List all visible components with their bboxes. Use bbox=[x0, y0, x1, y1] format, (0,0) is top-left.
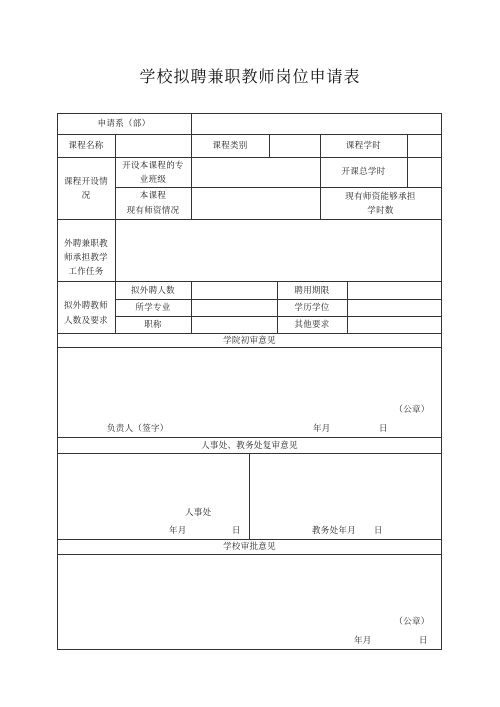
hr-review-field[interactable] bbox=[58, 454, 249, 509]
college-signer: 负责人（签字） bbox=[107, 424, 169, 434]
course-hours-label: 课程学时 bbox=[345, 141, 382, 151]
teaching-task-label-line1: 外聘兼职教 bbox=[63, 239, 108, 249]
teaching-task-label-line3: 工作任务 bbox=[68, 267, 104, 277]
hire-period-label: 聘用期限 bbox=[294, 286, 330, 296]
college-day: 日 bbox=[379, 424, 388, 434]
row-line bbox=[57, 437, 442, 438]
hire-req-label-line1: 拟外聘教师 bbox=[63, 301, 108, 311]
course-status-label-line1: 课程开设情 bbox=[63, 177, 108, 187]
school-seal: （公章） bbox=[394, 617, 430, 627]
classes-label-line1: 开设本课程的专 bbox=[122, 161, 184, 171]
title-label: 职称 bbox=[144, 320, 162, 330]
academic-day: 日 bbox=[374, 526, 383, 536]
staff-capacity-label-line2: 学时数 bbox=[367, 206, 394, 216]
major-label: 所学专业 bbox=[135, 303, 171, 313]
course-type-field[interactable] bbox=[270, 136, 320, 157]
school-review-header: 学校审批意见 bbox=[223, 542, 276, 552]
other-req-field[interactable] bbox=[348, 317, 441, 333]
course-name-label: 课程名称 bbox=[68, 141, 104, 151]
classes-label-line2: 业班级 bbox=[139, 175, 167, 185]
academic-review-field[interactable] bbox=[250, 454, 441, 519]
dept-field[interactable] bbox=[192, 114, 441, 134]
other-req-label: 其他要求 bbox=[294, 320, 330, 330]
hire-count-field[interactable] bbox=[192, 282, 277, 299]
title-field[interactable] bbox=[192, 317, 277, 333]
degree-field[interactable] bbox=[348, 300, 441, 316]
course-status-label-line2: 况 bbox=[81, 191, 91, 201]
total-hours-field[interactable] bbox=[408, 158, 441, 187]
hire-period-field[interactable] bbox=[348, 282, 441, 299]
course-name-field[interactable] bbox=[116, 136, 191, 157]
course-hours-field[interactable] bbox=[408, 136, 441, 157]
border-right bbox=[441, 113, 442, 650]
hr-office-label: 人事处 bbox=[185, 508, 212, 518]
application-form bbox=[57, 113, 442, 650]
degree-label: 学历学位 bbox=[294, 303, 330, 313]
hr-review-header: 人事处、教务处复审意见 bbox=[201, 441, 298, 451]
classes-field[interactable] bbox=[192, 158, 320, 187]
hr-year-month: 年月 bbox=[169, 526, 187, 536]
staff-capacity-label-line1: 现有师资能够承担 bbox=[345, 192, 416, 202]
this-course-label: 本课程 bbox=[139, 191, 167, 201]
college-seal: （公章） bbox=[394, 405, 430, 415]
current-staff-label: 现有师资情况 bbox=[126, 206, 180, 216]
border-bottom bbox=[57, 649, 442, 650]
course-type-label: 课程类别 bbox=[212, 141, 248, 151]
college-review-field[interactable] bbox=[58, 348, 441, 403]
school-review-field[interactable] bbox=[58, 555, 441, 615]
college-year-month: 年月 bbox=[313, 424, 331, 434]
current-staff-field[interactable] bbox=[192, 188, 320, 219]
hire-req-label-line2: 人数及要求 bbox=[63, 316, 108, 326]
teaching-task-label-line2: 师承担教学 bbox=[63, 253, 108, 263]
college-review-header: 学院初审意见 bbox=[223, 336, 276, 346]
page-title: 学校拟聘兼职教师岗位申请表 bbox=[139, 67, 361, 86]
hire-count-label: 拟外聘人数 bbox=[130, 286, 175, 296]
school-year-month: 年月 bbox=[354, 636, 372, 646]
academic-date: 教务处年月 bbox=[312, 526, 357, 536]
dept-label: 申请系（部） bbox=[97, 119, 151, 129]
hr-day: 日 bbox=[232, 526, 241, 536]
total-hours-label: 开课总学时 bbox=[341, 167, 386, 177]
school-day: 日 bbox=[419, 636, 428, 646]
teaching-task-field[interactable] bbox=[116, 220, 441, 281]
major-field[interactable] bbox=[192, 300, 277, 316]
